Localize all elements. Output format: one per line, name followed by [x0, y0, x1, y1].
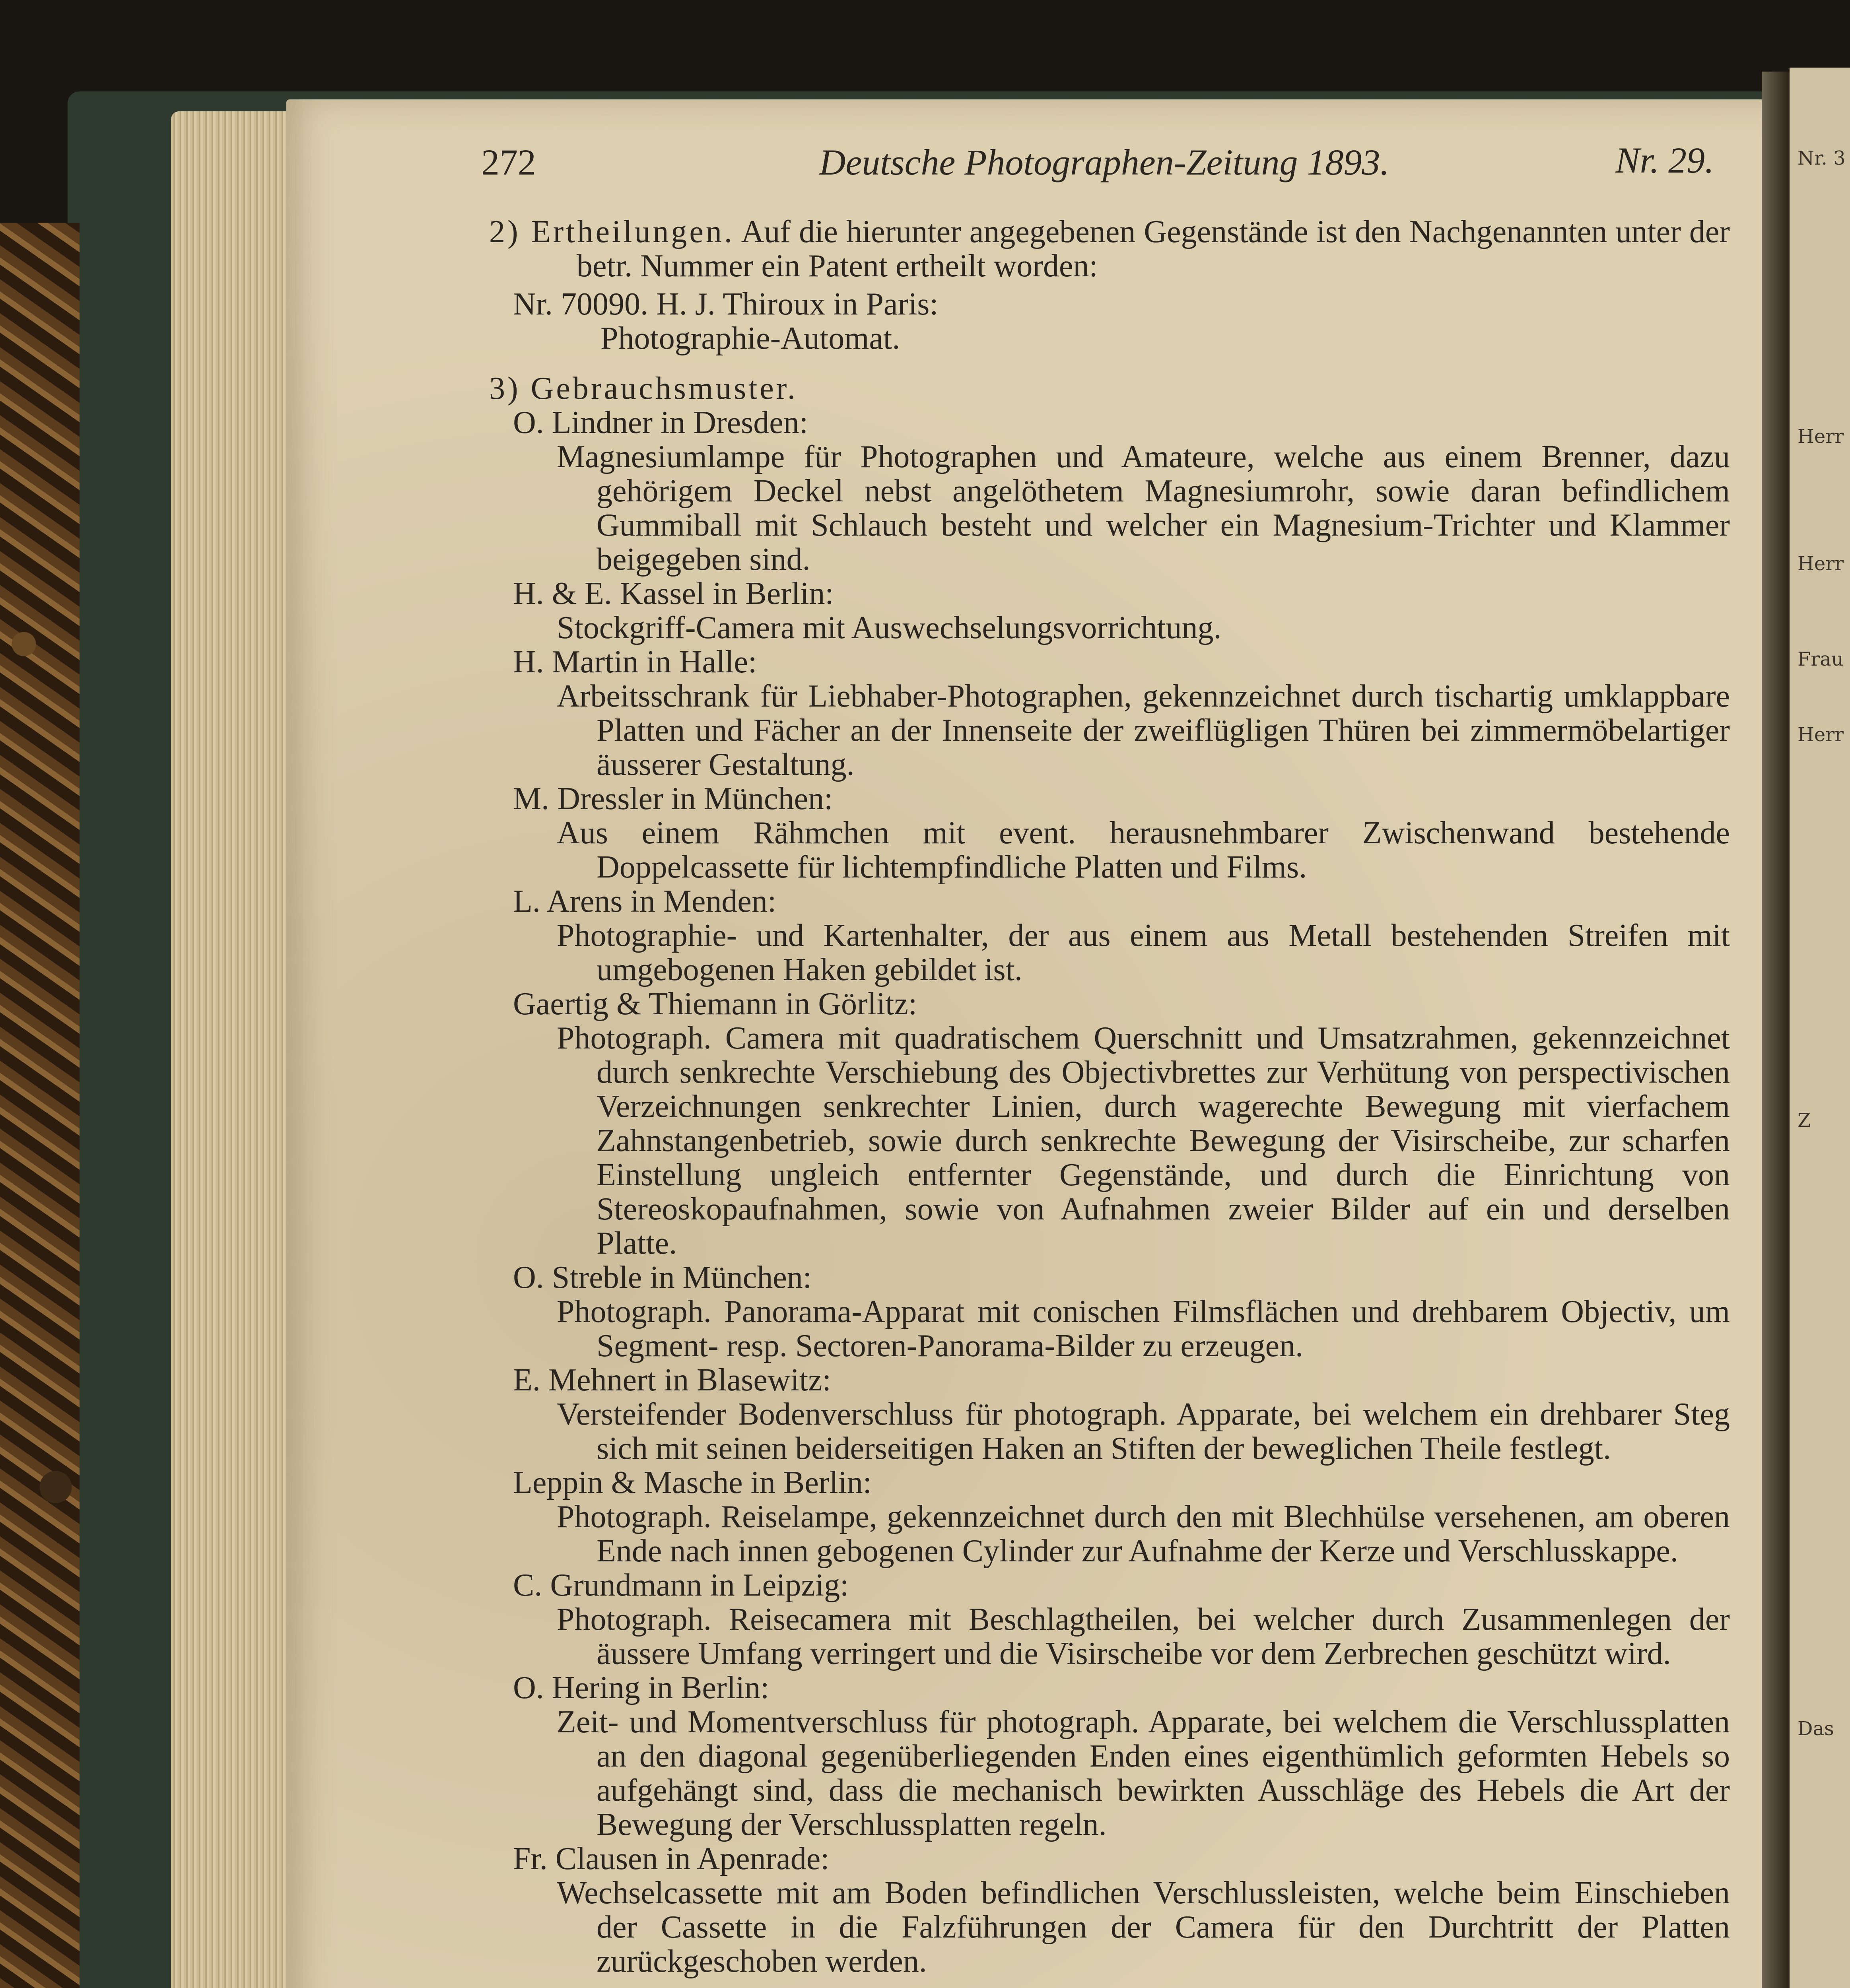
section-utility-models	[489, 371, 1730, 1978]
list-item	[513, 1466, 1730, 1568]
item-description: Photograph. Panorama-Apparat mit conischen Filmsflächen und drehbarem Objectiv, um Segment- resp. Sectoren-Panorama-Bilder zu erzeugen.	[557, 1294, 1730, 1363]
applicant-name: H. & E. Kassel in Berlin:	[513, 576, 834, 611]
fragment: Nr. 3	[1798, 147, 1846, 169]
item-description: Stockgriff-Camera mit Auswechselungsvorrichtung.	[557, 610, 1222, 645]
page-number: 272	[481, 142, 536, 182]
adjacent-page	[1790, 68, 1850, 1988]
section-patents	[489, 215, 1730, 355]
section-heading: 2) Ertheilungen.	[489, 214, 735, 249]
issue-number: Nr. 29.	[1615, 140, 1714, 181]
item-description: Photograph. Camera mit quadratischem Querschnitt und Umsatzrahmen, gekennzeichnet durch senkrechte Verschiebung des Objectivbrettes zur Verhütung von perspectivischen Verzeichnungen senkrechter Linien, durch wagerechte Bewegung mit vierfachem Zahnstangenbetrieb, sowie durch senkrechte Bewegung der Visirscheibe, zur scharfen Einstellung ungleich entfernter Gegenstände, und durch die Einrichtung von Stereoskopaufnahmen, sowie von Aufnahmen zweier Bilder auf ein und derselben Platte.	[557, 1021, 1730, 1261]
applicant-name: O. Lindner in Dresden:	[513, 405, 808, 440]
fragment: Z	[1798, 1109, 1811, 1132]
list-item	[513, 1363, 1730, 1466]
item-description: Aus einem Rähmchen mit event. herausnehmbarer Zwischenwand bestehende Doppelcassette für lichtempfindliche Platten und Films.	[557, 815, 1730, 885]
fragment: Herr	[1798, 553, 1844, 575]
marbled-edge	[0, 223, 80, 1988]
item-description: Photograph. Reisecamera mit Beschlagtheilen, bei welcher durch Zusammenlegen der äussere Umfang verringert und die Visirscheibe vor dem Zerbrechen geschützt wird.	[557, 1602, 1730, 1671]
list-item	[513, 1568, 1730, 1671]
fragment: Herr	[1798, 425, 1844, 448]
item-description: Arbeitsschrank für Liebhaber-Photographen, gekennzeichnet durch tischartig umklappbare Platten und Fächer an der Innenseite der zweiflügligen Thüren bei zimmermöbelartiger äusserer Gestaltung.	[557, 679, 1730, 782]
item-description: Zeit- und Momentverschluss für photograph. Apparate, bei welchem die Verschlussplatten an den diagonal gegenüberliegenden Enden eines eigenthümlich geformten Hebels so aufgehängt sind, dass die mechanisch bewirkten Ausschläge des Hebels die Art der Bewegung der Verschlussplatten regeln.	[557, 1705, 1730, 1842]
applicant-name: C. Grundmann in Leipzig:	[513, 1568, 849, 1603]
book-gutter	[1762, 72, 1790, 1988]
journal-title: Deutsche Photographen-Zeitung 1893.	[819, 142, 1389, 182]
applicant-name: M. Dressler in München:	[513, 781, 833, 816]
fragment: Frau	[1798, 648, 1844, 670]
applicant-name: O. Hering in Berlin:	[513, 1670, 770, 1705]
list-item	[513, 987, 1730, 1260]
applicant-name: Gaertig & Thiemann in Görlitz:	[513, 986, 917, 1021]
item-description: Magnesiumlampe für Photographen und Amateure, welche aus einem Brenner, dazu gehörigem Deckel nebst angelöthetem Magnesiumrohr, sowie daran befindlichem Gummiball mit Schlauch besteht und welcher ein Magnesium-Trichter und Klammer beigegeben sind.	[557, 439, 1730, 577]
list-item	[513, 577, 1730, 645]
item-description: Photograph. Reiselampe, gekennzeichnet durch den mit Blechhülse versehenen, am oberen Ende nach innen gebogenen Cylinder zur Aufnahme der Kerze und Verschlusskappe.	[557, 1499, 1730, 1569]
item-description: Versteifender Bodenverschluss für photograph. Apparate, bei welchem ein drehbarer Steg sich mit seinen beiderseitigen Haken an Stiften der beweglichen Theile festlegt.	[557, 1397, 1730, 1466]
patent-entry	[489, 287, 1730, 355]
list-item	[513, 884, 1730, 987]
page-content	[489, 207, 1730, 1978]
section-heading: 3) Gebrauchsmuster.	[489, 371, 798, 406]
list-item	[513, 1671, 1730, 1842]
applicant-name: O. Streble in München:	[513, 1260, 812, 1295]
item-description: Wechselcassette mit am Boden befindlichen Verschlussleisten, welche beim Einschieben der Cassette in die Falzführungen der Camera für den Durchtritt der Platten zurückgeschoben werden.	[557, 1875, 1730, 1979]
applicant-name: E. Mehnert in Blasewitz:	[513, 1363, 831, 1398]
list-item	[513, 645, 1730, 782]
applicant-name: Leppin & Masche in Berlin:	[513, 1465, 872, 1500]
fragment: Das	[1798, 1718, 1834, 1740]
page-edges	[171, 111, 306, 1988]
page-header	[481, 141, 1714, 189]
item-description: Photographie- und Kartenhalter, der aus einem aus Metall bestehenden Streifen mit umgebogenen Haken gebildet ist.	[557, 918, 1730, 987]
patent-description: Photographie-Automat.	[600, 321, 900, 356]
fragment: Herr	[1798, 724, 1844, 746]
patent-number: Nr. 70090. H. J. Thiroux in Paris:	[513, 287, 939, 322]
list-item	[513, 782, 1730, 884]
entry-list	[489, 406, 1730, 1978]
applicant-name: L. Arens in Menden:	[513, 884, 777, 919]
list-item	[513, 406, 1730, 577]
section-text: Auf die hierunter angegebenen Gegenstände ist den Nachgenannten unter der betr. Nummer ein Patent ertheilt worden:	[577, 214, 1730, 283]
applicant-name: Fr. Clausen in Apenrade:	[513, 1841, 830, 1876]
list-item	[513, 1842, 1730, 1978]
list-item	[513, 1260, 1730, 1363]
applicant-name: H. Martin in Halle:	[513, 645, 757, 679]
